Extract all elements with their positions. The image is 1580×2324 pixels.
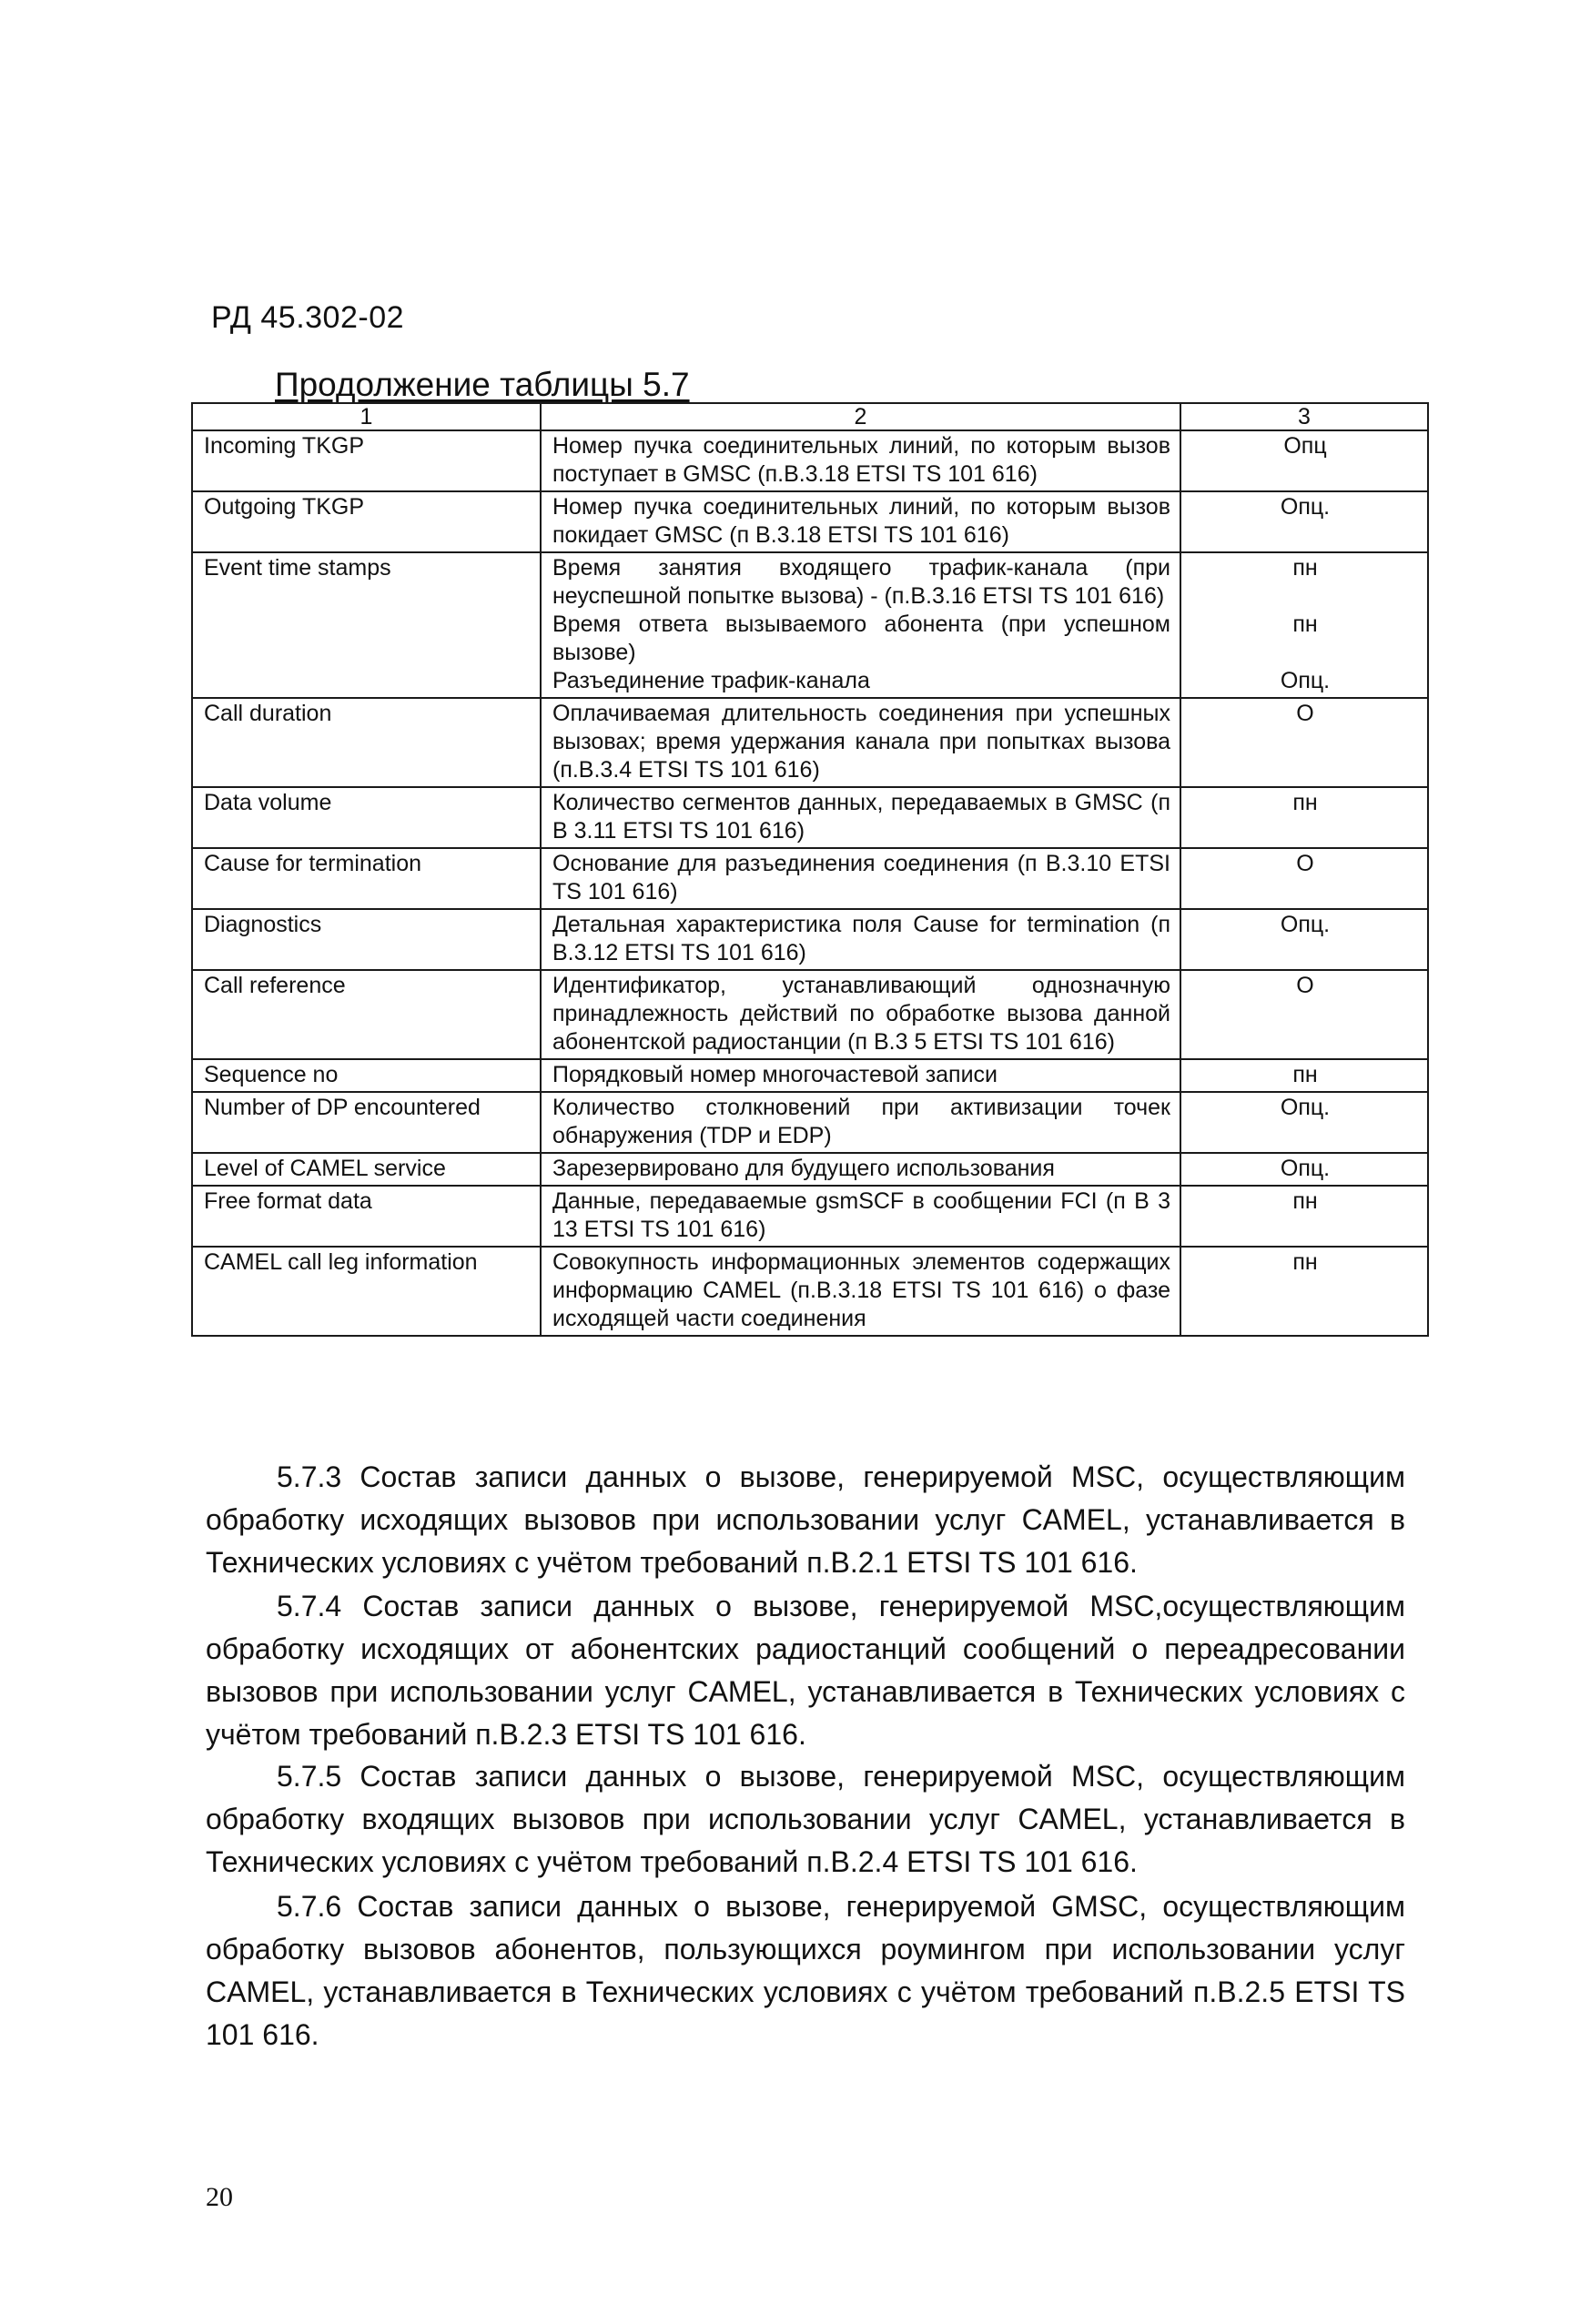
- category-text: пн: [1292, 1249, 1318, 1275]
- description-cell: [541, 909, 1180, 970]
- category-cell: [1180, 1092, 1428, 1153]
- field-name-cell: Call duration: [192, 698, 541, 787]
- category-cell: [1180, 552, 1428, 698]
- category-text: Опц.: [1280, 912, 1331, 937]
- column-header: 2: [541, 403, 1180, 430]
- category-cell: [1180, 848, 1428, 909]
- field-name-cell: Sequence no: [192, 1059, 541, 1092]
- category-cell: [1180, 1186, 1428, 1247]
- description-text: Время ответа вызываемого абонента (при успешном вызове): [552, 611, 1170, 665]
- table-row: [192, 909, 1428, 970]
- field-name-cell: CAMEL call leg information: [192, 1247, 541, 1336]
- category-text: пн: [1292, 611, 1318, 637]
- field-name-cell: Incoming TKGP: [192, 430, 541, 491]
- category-text: пн: [1292, 790, 1318, 815]
- description-cell: [541, 698, 1180, 787]
- table-row: [192, 698, 1428, 787]
- paragraph: 5.7.3 Состав записи данных о вызове, генерируемой MSC, осуществляющим обработку исходящих вызовов при использовании услуг CAMEL, устанавливается в Технических условиях с учётом требований п.В.2.1 ETSI TS 101 616.: [206, 1460, 1405, 1579]
- description-cell: [541, 1092, 1180, 1153]
- table-row: [192, 1092, 1428, 1153]
- category-text: Опц.: [1280, 668, 1331, 693]
- description-text: Данные, передаваемые gsmSCF в сообщении FCI (п В 3 13 ETSI TS 101 616): [552, 1188, 1170, 1242]
- table-row: [192, 430, 1428, 491]
- field-name-cell: Level of CAMEL service: [192, 1153, 541, 1186]
- description-cell: [541, 1247, 1180, 1336]
- description-text: Количество сегментов данных, передаваемых в GMSC (п В 3.11 ETSI TS 101 616): [552, 790, 1170, 844]
- description-cell: [541, 1186, 1180, 1247]
- table-caption: Продолжение таблицы 5.7: [275, 366, 690, 403]
- description-cell: [541, 552, 1180, 698]
- description-cell: [541, 1059, 1180, 1092]
- description-text: Совокупность информационных элементов содержащих информацию CAMEL (п.В.3.18 ETSI TS 101 616) о фазе исходящей части соединения: [552, 1249, 1170, 1331]
- category-text: пн: [1292, 555, 1318, 581]
- table-row: [192, 787, 1428, 848]
- category-cell: [1180, 787, 1428, 848]
- paragraph: 5.7.4 Состав записи данных о вызове, генерируемой MSC,осуществляющим обработку исходящих от абонентских радиостанций сообщений о переадресовании вызовов при использовании услуг CAMEL, устанавливается в Технических условиях с учётом требований п.В.2.3 ETSI TS 101 616.: [206, 1590, 1405, 1751]
- category-cell: [1180, 491, 1428, 552]
- description-text: Зарезервировано для будущего использования: [552, 1156, 1055, 1181]
- table-header-row: [192, 403, 1428, 430]
- table-row: [192, 491, 1428, 552]
- category-text: пн: [1292, 1062, 1318, 1087]
- field-name-cell: Outgoing TKGP: [192, 491, 541, 552]
- field-name-cell: Number of DP encountered: [192, 1092, 541, 1153]
- category-text: О: [1296, 851, 1314, 876]
- description-text: Номер пучка соединительных линий, по которым вызов покидает GMSC (п В.3.18 ETSI TS 101 616): [552, 494, 1170, 548]
- table-body: [192, 430, 1428, 1336]
- paragraph: 5.7.5 Состав записи данных о вызове, генерируемой MSC, осуществляющим обработку входящих вызовов при использовании услуг CAMEL, устанавливается в Технических условиях с учётом требований п.В.2.4 ETSI TS 101 616.: [206, 1760, 1405, 1878]
- table-row: [192, 1247, 1428, 1336]
- field-name-cell: Call reference: [192, 970, 541, 1059]
- column-header: 3: [1180, 403, 1428, 430]
- table-row: [192, 1059, 1428, 1092]
- description-text: Время занятия входящего трафик-канала (при неуспешной попытке вызова) - (п.В.3.16 ETSI TS 101 616): [552, 555, 1170, 609]
- category-text: О: [1296, 973, 1314, 998]
- description-cell: [541, 430, 1180, 491]
- category-cell: [1180, 430, 1428, 491]
- description-cell: [541, 848, 1180, 909]
- description-cell: [541, 491, 1180, 552]
- table-row: [192, 1153, 1428, 1186]
- category-text: Опц.: [1280, 1095, 1331, 1120]
- description-cell: [541, 787, 1180, 848]
- paragraph: 5.7.6 Состав записи данных о вызове, генерируемой GMSC, осуществляющим обработку вызовов абонентов, пользующихся роумингом при использовании услуг CAMEL, устанавливается в Технических условиях с учётом требований п.В.2.5 ETSI TS 101 616.: [206, 1890, 1405, 2051]
- field-name-cell: Data volume: [192, 787, 541, 848]
- category-cell: [1180, 1059, 1428, 1092]
- category-cell: [1180, 909, 1428, 970]
- category-text: О: [1296, 701, 1314, 726]
- table-row: [192, 970, 1428, 1059]
- category-cell: [1180, 698, 1428, 787]
- field-name-cell: Event time stamps: [192, 552, 541, 698]
- field-name-cell: Free format data: [192, 1186, 541, 1247]
- category-text: пн: [1292, 1188, 1318, 1214]
- document-code: РД 45.302-02: [211, 300, 405, 335]
- field-name-cell: Cause for termination: [192, 848, 541, 909]
- table-row: [192, 848, 1428, 909]
- category-cell: [1180, 1247, 1428, 1336]
- field-name-cell: Diagnostics: [192, 909, 541, 970]
- table-row: [192, 552, 1428, 698]
- description-cell: [541, 1153, 1180, 1186]
- description-text: Номер пучка соединительных линий, по которым вызов поступает в GMSC (п.В.3.18 ETSI TS 101 616): [552, 433, 1170, 487]
- category-cell: [1180, 970, 1428, 1059]
- category-text: Опц.: [1280, 1156, 1331, 1181]
- description-text: Основание для разъединения соединения (п В.3.10 ETSI TS 101 616): [552, 851, 1170, 904]
- description-text: Разъединение трафик-канала: [552, 668, 870, 693]
- description-text: Оплачиваемая длительность соединения при успешных вызовах; время удержания канала при попытках вызова (п.В.3.4 ETSI TS 101 616): [552, 701, 1170, 783]
- description-text: Количество столкновений при активизации точек обнаружения (TDP и EDP): [552, 1095, 1170, 1148]
- description-cell: [541, 970, 1180, 1059]
- category-text: Опц: [1283, 433, 1327, 459]
- category-text: Опц.: [1280, 494, 1331, 520]
- table-row: [192, 1186, 1428, 1247]
- column-header: 1: [192, 403, 541, 430]
- description-text: Порядковый номер многочастевой записи: [552, 1062, 998, 1087]
- data-table: [191, 402, 1429, 1337]
- category-cell: [1180, 1153, 1428, 1186]
- description-text: Детальная характеристика поля Cause for termination (п В.3.12 ETSI TS 101 616): [552, 912, 1170, 965]
- page-number: 20: [206, 2182, 233, 2212]
- description-text: Идентификатор, устанавливающий однозначную принадлежность действий по обработке вызова данной абонентской радиостанции (п В.3 5 ETSI TS 101 616): [552, 973, 1170, 1055]
